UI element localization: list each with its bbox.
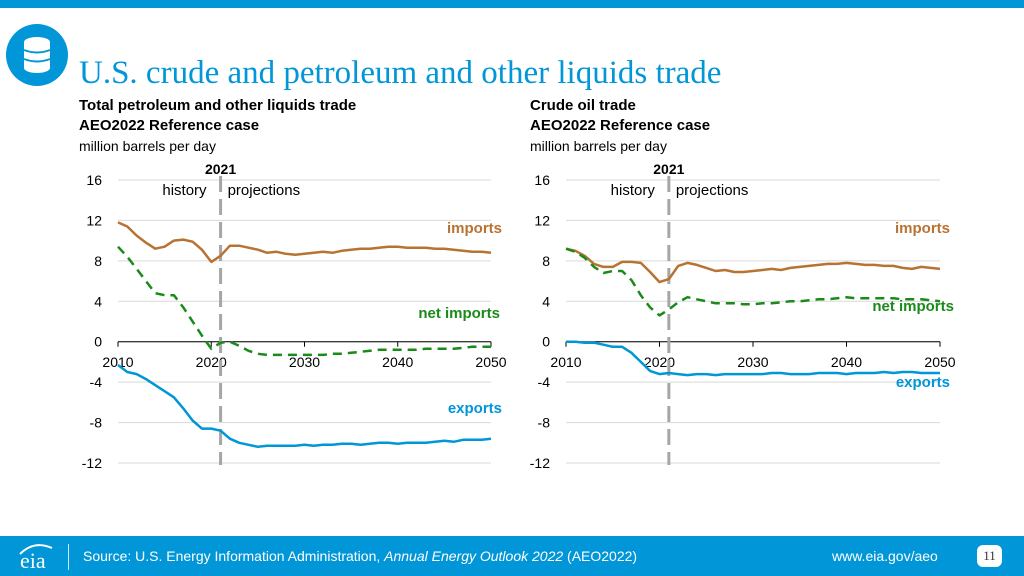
eia-url-link[interactable]: www.eia.gov/aeo xyxy=(832,548,938,564)
left-divider-year-label: 2021 xyxy=(204,161,237,177)
left-y-tick-label: -8 xyxy=(89,414,102,431)
page-number: 11 xyxy=(977,545,1002,567)
right-net-imports-label: net imports xyxy=(872,298,954,315)
left-y-tick-label: 0 xyxy=(94,333,102,350)
left-chart-units: million barrels per day xyxy=(79,138,216,154)
left-x-tick-label: 2010 xyxy=(102,354,134,370)
right-divider-year-label: 2021 xyxy=(653,161,685,177)
right-projections-label: projections xyxy=(675,182,749,199)
left-y-tick-label: 16 xyxy=(86,172,102,188)
left-imports-label: imports xyxy=(446,220,502,237)
right-chart-title: Crude oil trade xyxy=(530,97,636,114)
right-x-tick-label: 2040 xyxy=(830,354,863,370)
page-title: U.S. crude and petroleum and other liquids trade xyxy=(79,55,722,91)
left-net-imports-label: net imports xyxy=(418,305,500,322)
right-chart-subtitle: AEO2022 Reference case xyxy=(530,117,711,134)
right-imports-label: imports xyxy=(894,220,950,237)
right-y-tick-label: 0 xyxy=(542,333,550,350)
left-y-tick-label: 12 xyxy=(86,212,102,229)
source-prefix: Source: U.S. Energy Information Administration, xyxy=(83,548,385,564)
left-chart-subtitle: AEO2022 Reference case xyxy=(79,117,260,134)
right-y-tick-label: -4 xyxy=(537,374,550,391)
right-y-tick-label: 4 xyxy=(542,293,550,310)
left-x-tick-label: 2040 xyxy=(382,354,414,370)
right-y-tick-label: -12 xyxy=(529,455,550,471)
left-history-label: history xyxy=(162,182,207,199)
right-history-label: history xyxy=(610,182,655,199)
right-exports-label: exports xyxy=(895,374,950,391)
right-x-tick-label: 2020 xyxy=(643,354,676,370)
eia-logo-text: eia xyxy=(20,548,46,572)
right-x-tick-label: 2010 xyxy=(550,354,582,370)
footer-divider xyxy=(68,544,69,570)
right-y-tick-label: 12 xyxy=(534,212,550,229)
footer xyxy=(0,536,1024,576)
left-x-tick-label: 2050 xyxy=(475,354,507,370)
left-x-tick-label: 2020 xyxy=(195,354,227,370)
right-x-tick-label: 2030 xyxy=(737,354,769,370)
left-projections-label: projections xyxy=(227,182,301,199)
source-note xyxy=(83,548,637,564)
left-y-tick-label: -4 xyxy=(89,374,102,391)
left-y-tick-label: 4 xyxy=(94,293,102,310)
eia-logo-icon xyxy=(16,540,68,572)
right-y-tick-label: -8 xyxy=(537,414,550,431)
source-suffix: (AEO2022) xyxy=(563,548,638,564)
right-x-tick-label: 2050 xyxy=(924,354,956,370)
right-y-tick-label: 16 xyxy=(534,172,550,188)
right-imports-line xyxy=(566,249,940,282)
left-y-tick-label: 8 xyxy=(94,252,102,269)
right-y-tick-label: 8 xyxy=(542,252,550,269)
right-chart-units: million barrels per day xyxy=(530,138,667,154)
left-x-tick-label: 2030 xyxy=(288,354,321,370)
left-chart-title: Total petroleum and other liquids trade xyxy=(79,97,357,114)
source-publication: Annual Energy Outlook 2022 xyxy=(384,548,564,564)
left-exports-label: exports xyxy=(447,400,502,417)
left-y-tick-label: -12 xyxy=(81,455,102,471)
